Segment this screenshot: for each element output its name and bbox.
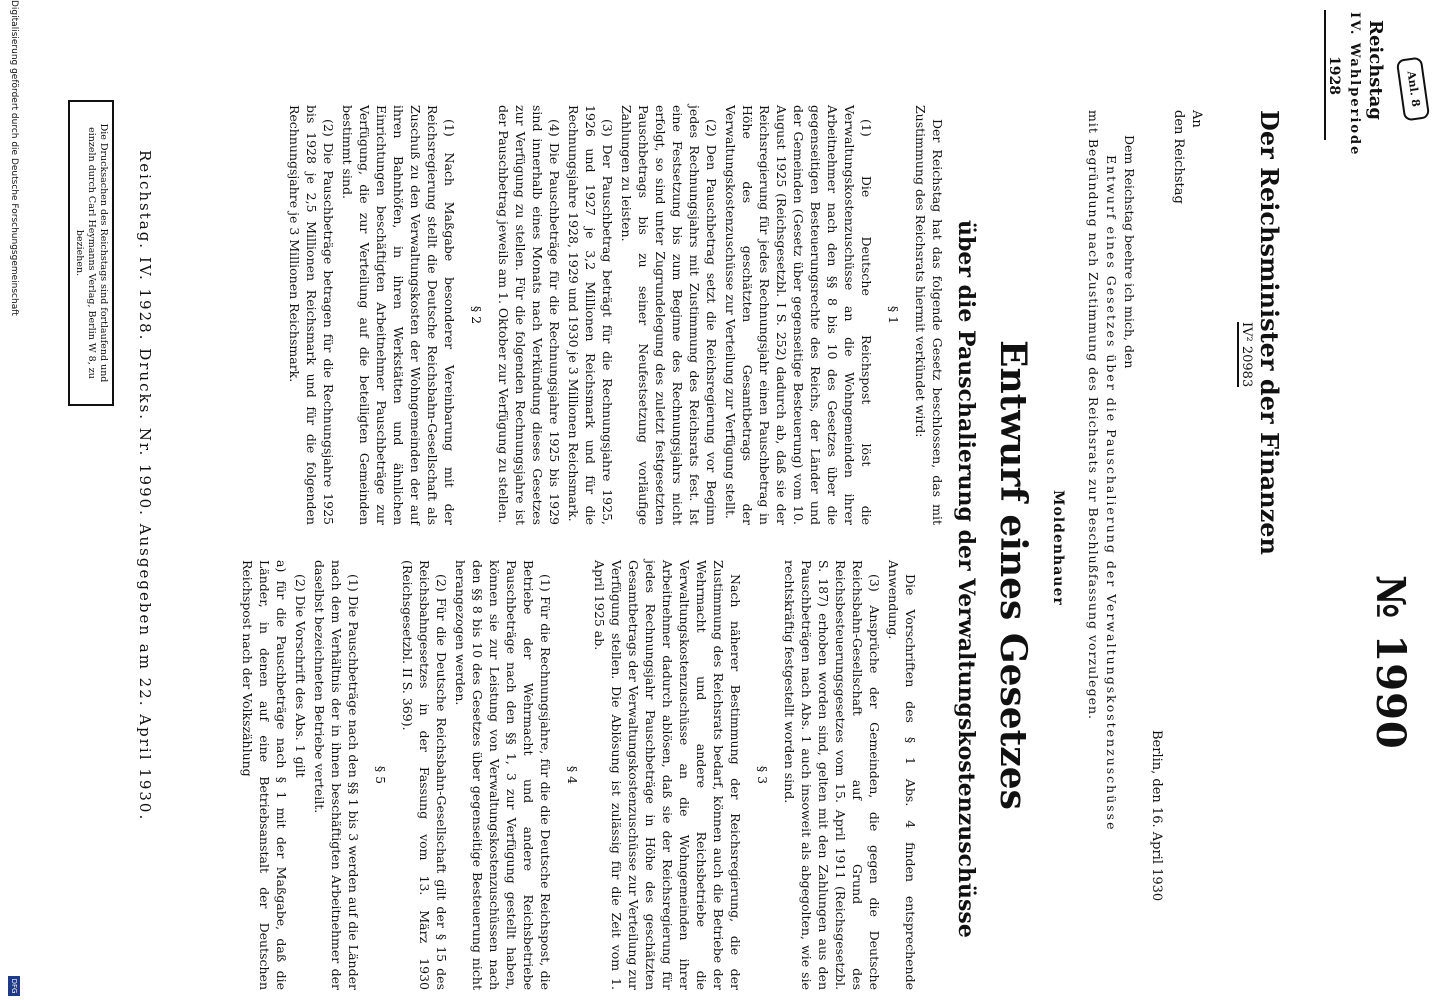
cover-line-2: Entwurf eines Gesetzes über die Pauschalierung der Verwaltungskostenzuschüsse — [1104, 155, 1119, 832]
reichstag-label: Reichstag — [1365, 20, 1386, 120]
header-rule — [1324, 10, 1326, 140]
paragraph: (2) Die Vorschrift des Abs. 1 gilt — [293, 574, 308, 778]
document-title: Entwurf eines Gesetzes — [992, 340, 1034, 810]
paragraph: Die Vorschriften des § 1 Abs. 4 finden entsprechende Anwendung. — [886, 560, 918, 990]
paragraph: a) für die Pauschbeträge nach § 1 mit der Maßgabe, daß die Länder, in denen auf eine Betriebsanstalt der Deutschen Reichspost nach der Volkszählung — [240, 560, 289, 990]
paragraph: (2) Den Pauschbetrag setzt die Reichsregierung vor Beginn jedes Rechnungsjahrs mit Zustimmung des Reichsrats fest. Ist eine Festsetzung bis zum Beginne des Rechnungsjahrs nicht erfolgt, so sind unter Zugrundelegung des zuletzt festgesetzten Pauschbetrags bis zu seiner Neufestsetzung vorläufige Zahlungen zu leisten. — [619, 105, 719, 525]
paragraph: (3) Ansprüche der Gemeinden, die gegen die Deutsche Reichsbahn-Gesellschaft auf Grund des Reichsbesteuerungsgesetzes vom 15. April 1911 (Reichsgesetzbl. S. 187) erhoben worden sind, gelten mit den Zahlungen aus den Pauschbeträgen nach Abs. 1 auch insoweit als abgegolten, wie sie rechtskräftig festgestellt worden sind. — [782, 560, 882, 990]
cover-line-3: mit Begründung nach Zustimmung des Reichsrats zur Beschlußfassung vorzulegen. — [1086, 110, 1101, 721]
wahlperiode-label: IV. Wahlperiode — [1347, 12, 1362, 157]
section-heading: § 3 — [755, 765, 770, 785]
print-footer: Reichstag. IV. 1928. Drucks. Nr. 1990. Ausgegeben am 22. April 1930. — [136, 150, 154, 822]
paragraph: (2) Für die Deutsche Reichsbahn-Gesellschaft gilt der § 15 des Reichsbahngesetzes in der Fassung vom 13. März 1930 (Reichsgesetzbl. II S. 369). — [400, 560, 449, 990]
wahlperiode-year: 1928 — [1326, 56, 1342, 95]
signatory: Moldenhauer — [1050, 490, 1066, 606]
section-heading: § 4 — [565, 765, 580, 785]
section-heading: § 1 — [886, 305, 901, 325]
paragraph: (2) Die Pauschbeträge betragen für die Rechnungsjahre 1925 bis 1928 je 2,5 Millionen Reichsmark und für die folgenden Rechnungsjahre je 3 Millionen Reichsmark. — [287, 105, 336, 525]
text-column-right — [237, 560, 919, 990]
dfg-logo: DFG — [8, 976, 20, 996]
text-column-left — [284, 105, 946, 525]
section-heading: § 2 — [469, 305, 484, 325]
recipient: den Reichstag — [1171, 110, 1186, 204]
recipient-prefix: An — [1189, 110, 1204, 128]
paragraph: (1) Nach Maßgabe besonderer Vereinbarung mit der Reichsregierung stellt die Deutsche Reichsbahn-Gesellschaft als Zuschuß zu den Verwaltungskosten der Wohngemeinden der auf ihren Bahnhöfen, in ihren Werkstätten und ähnlichen Einrichtungen beschäftigten Arbeitnehmer Pauschbeträge zur Verfügung, die zur Verteilung auf die beteiligten Gemeinden bestimmt sind. — [340, 105, 457, 525]
dateline: Berlin, den 16. April 1930 — [1149, 730, 1164, 902]
publisher-notice: Die Drucksachen des Reichstags sind fortlaufend und einzeln durch Carl Heymanns Verlag, Berlin W 8, zu beziehen. — [68, 100, 114, 406]
paragraph: Nach näherer Bestimmung der Reichsregierung, die der Zustimmung des Reichsrats bedarf, können auch die Betriebe der Wehrmacht und andere Reichsbetriebe die Verwaltungskostenzuschüsse an die Wohngemeinden ihrer Arbeitnehmer dadurch ablösen, daß sie der Reichsregierung für jedes Rechnungsjahr Pauschbeträge in Höhe des geschätzten Gesamtbetrags der Verwaltungskostenzuschüsse zur Verteilung zur Verfügung stellen. Die Ablösung ist zulässig für die Zeit vom 1. April 1925 ab. — [592, 560, 743, 990]
paragraph: (1) Die Pauschbeträge nach den §§ 1 bis 3 werden auf die Länder nach dem Verhältnis der in ihnen beschäftigten Arbeitnehmer der daselbst bezeichneten Betriebe verteilt. — [312, 560, 361, 990]
sender-title: Der Reichsminister der Finanzen — [1255, 110, 1284, 555]
digitization-credit: Digitalisierung gefördert durch die Deutsche Forschungsgemeinschaft — [9, 0, 19, 316]
intro-paragraph: Der Reichstag hat das folgende Gesetz beschlossen, das mit Zustimmung des Reichsrats hiermit verkündet wird: — [913, 105, 945, 525]
document-subtitle: über die Pauschalierung der Verwaltungskostenzuschüsse — [953, 220, 979, 938]
document-number: № 1990 — [1367, 575, 1414, 750]
section-heading: § 5 — [373, 765, 388, 785]
paragraph: (3) Der Pauschbetrag beträgt für die Rechnungsjahre 1925, 1926 und 1927 je 3,2 Millionen Reichsmark und für die Rechnungsjahre 1928, 1929 und 1930 je 3 Millionen Reichsmark. — [566, 105, 615, 525]
paragraph: (1) Für die Rechnungsjahre, für die die Deutsche Reichspost, die Betriebe der Wehrmacht und andere Reichsbetriebe Pauschbeträge nach den §§ 1, 3 zur Verfügung gestellt haben, können sie zur Leistung von Verwaltungskostenzuschüssen nach den §§ 8 bis 10 des Gesetzes über gegenseitige Besteuerung nicht herangezogen werden. — [453, 560, 553, 990]
drucksache-stamp: Anl. 8 — [1396, 56, 1430, 121]
cover-line-1: Dem Reichstag beehre ich mich, den — [1122, 135, 1137, 369]
paragraph: (1) Die Deutsche Reichspost löst die Verwaltungskostenzuschüsse an die Wohngemeinden ihrer Arbeitnehmer nach den §§ 8 bis 10 des Gesetzes über die gegenseitigen Besteuerungsrechte des Reichs, der Länder und der Gemeinden (Gesetz über gegenseitige Besteuerung) vom 10. August 1925 (Reichsgesetzbl. I S. 252) dadurch ab, daß sie der Reichsregierung für jedes Rechnungsjahr einen Pauschbetrag in Höhe des geschätzten Gesamtbetrags der Verwaltungskostenzuschüsse zur Verteilung zur Verfügung stellt. — [723, 105, 874, 525]
file-reference: IV² 20983 — [1239, 322, 1254, 388]
paragraph: (4) Die Pauschbeträge für die Rechnungsjahre 1925 bis 1929 sind innerhalb eines Monats nach Verkündung dieses Gesetzes zur Verfügung zu stellen. Für die folgenden Rechnungsjahre ist der Pauschbetrag jeweils am 1. Oktober zur Verfügung zu stellen. — [496, 105, 562, 525]
